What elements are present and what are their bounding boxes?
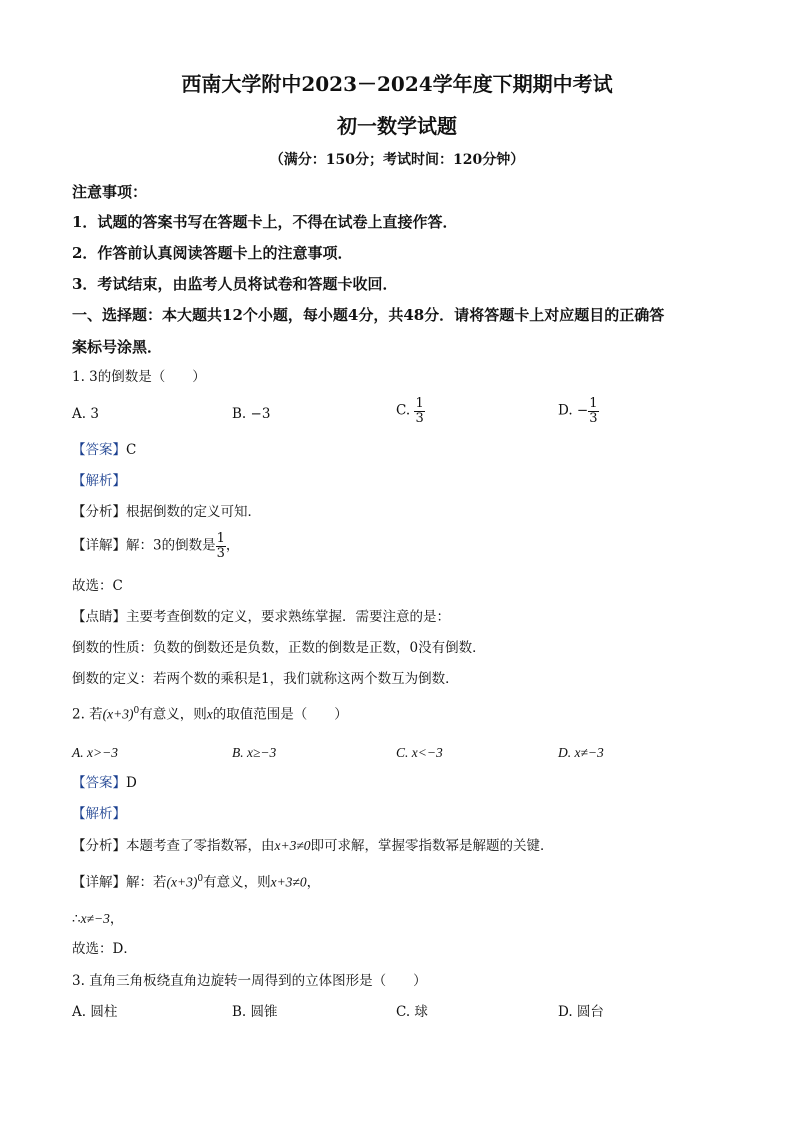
fraction: $\frac{1}{3}$: [589, 396, 598, 426]
fraction: $\frac{1}{3}$: [415, 396, 424, 426]
fenxi-line: 【分析】根据倒数的定义可知．: [72, 504, 261, 520]
option-b: B. x≥−3: [232, 745, 277, 760]
answer-line: [72, 777, 137, 791]
option-a: A. 圆柱: [72, 1004, 118, 1020]
question-stem: 3. 直角三角板绕直角边旋转一周得到的立体图形是（ ）: [72, 973, 427, 989]
xiangjie-line: 【详解】解：若$(x+3)^0$有意义，则x+3≠0，: [72, 874, 321, 891]
dianjing-line: 【点睛】主要考查倒数的定义，要求熟练掌握．需要注意的是：: [72, 609, 450, 625]
note-item: 3．考试结束，由监考人员将试卷和答题卡收回．: [72, 275, 398, 293]
option-c: C. 球: [396, 1004, 428, 1020]
answer-tag: 【答案】: [72, 775, 126, 791]
question-stem: 1. 3的倒数是（ ）: [72, 369, 206, 385]
notes-heading: 注意事项：: [72, 183, 148, 201]
page-title: 西南大学附中2023－2024学年度下期期中考试: [181, 72, 613, 96]
therefore-line: ∴x≠−3，: [72, 911, 124, 927]
option-c: C. $\frac{1}{3}$: [396, 396, 424, 426]
analysis-tag: 【解析】: [72, 806, 126, 822]
score-info: （满分：150分；考试时间：120分钟）: [269, 152, 525, 168]
note-line: 倒数的定义：若两个数的乘积是1，我们就称这两个数互为倒数．: [72, 671, 459, 687]
analysis-tag: 【解析】: [72, 473, 126, 489]
section-heading: 一、选择题：本大题共12个小题，每小题4分，共48分．请将答题卡上对应题目的正确答: [72, 306, 665, 324]
option-a: A. 3: [72, 406, 99, 422]
answer-value: D: [126, 775, 137, 791]
option-a: A. x>−3: [72, 745, 118, 760]
option-d: D. 圆台: [558, 1004, 604, 1020]
note-item: 2．作答前认真阅读答题卡上的注意事项．: [72, 244, 353, 262]
note-item: 1．试题的答案书写在答题卡上，不得在试卷上直接作答．: [72, 213, 458, 231]
fenxi-line: 【分析】本题考查了零指数幂，由x+3≠0即可求解，掌握零指数幂是解题的关键．: [72, 838, 554, 854]
answer-value: C: [126, 442, 137, 458]
question-stem: 2. 若$(x+3)^0$有意义，则x的取值范围是（ ）: [72, 706, 348, 723]
option-d: D. − $\frac{1}{3}$: [558, 396, 598, 426]
choice-line: 故选：D．: [72, 941, 137, 957]
option-c: C. x<−3: [396, 745, 443, 760]
option-b: B. 圆锥: [232, 1004, 278, 1020]
choice-line: 故选：C: [72, 578, 123, 594]
option-d: D. x≠−3: [558, 745, 604, 760]
option-b: B. −3: [232, 406, 271, 422]
page-subtitle: 初一数学试题: [337, 114, 457, 138]
section-heading-cont: 案标号涂黑．: [72, 338, 163, 356]
answer-tag: 【答案】: [72, 442, 126, 458]
answer-line: [72, 444, 136, 458]
fraction: $\frac{1}{3}$: [216, 531, 225, 561]
note-line: 倒数的性质：负数的倒数还是负数，正数的倒数是正数，0没有倒数．: [72, 640, 486, 656]
xiangjie-line: 【详解】解：3的倒数是 $\frac{1}{3}$ ，: [72, 531, 240, 561]
